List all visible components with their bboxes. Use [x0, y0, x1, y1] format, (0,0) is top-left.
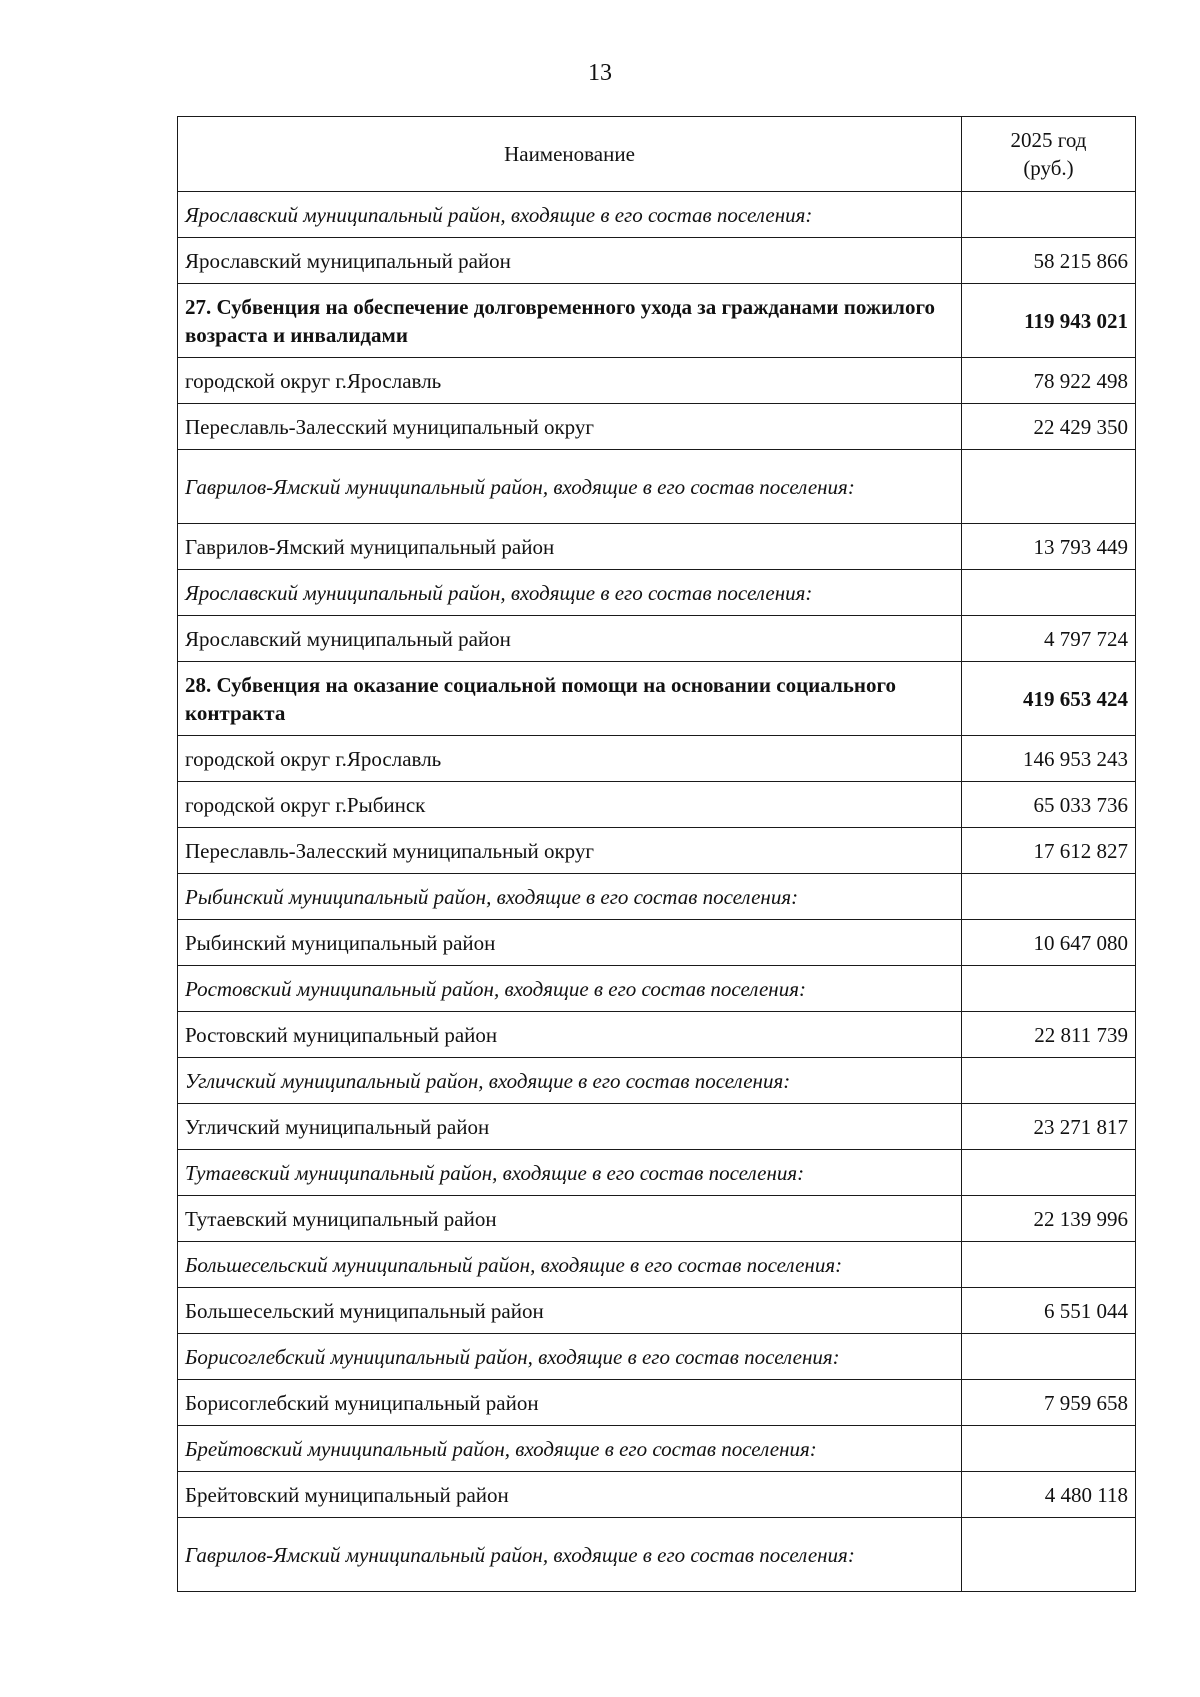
table-row — [178, 404, 1136, 450]
column-header-amount: 2025 год (руб.) — [962, 117, 1136, 192]
row-amount: 119 943 021 — [962, 284, 1136, 358]
row-name: Переславль-Залесский муниципальный округ — [178, 828, 962, 874]
table-row — [178, 828, 1136, 874]
subvention-table — [177, 116, 1136, 1592]
row-amount: 13 793 449 — [962, 524, 1136, 570]
row-amount: 58 215 866 — [962, 238, 1136, 284]
row-amount: 23 271 817 — [962, 1104, 1136, 1150]
row-amount: 6 551 044 — [962, 1288, 1136, 1334]
row-amount: 7 959 658 — [962, 1380, 1136, 1426]
row-amount: 22 811 739 — [962, 1012, 1136, 1058]
row-amount — [962, 1426, 1136, 1472]
row-amount — [962, 570, 1136, 616]
row-amount: 17 612 827 — [962, 828, 1136, 874]
table-row — [178, 874, 1136, 920]
row-name: Переславль-Залесский муниципальный округ — [178, 404, 962, 450]
row-name: Угличский муниципальный район — [178, 1104, 962, 1150]
row-amount — [962, 1518, 1136, 1592]
row-amount: 22 429 350 — [962, 404, 1136, 450]
table-row — [178, 1242, 1136, 1288]
row-name: Тутаевский муниципальный район, входящие в его состав поселения: — [178, 1150, 962, 1196]
row-amount: 4 797 724 — [962, 616, 1136, 662]
table-row — [178, 782, 1136, 828]
row-amount — [962, 192, 1136, 238]
row-amount: 4 480 118 — [962, 1472, 1136, 1518]
row-amount — [962, 1242, 1136, 1288]
row-name: 27. Субвенция на обеспечение долговременного ухода за гражданами пожилого возраста и инвалидами — [178, 284, 962, 358]
row-amount: 419 653 424 — [962, 662, 1136, 736]
table-row — [178, 1058, 1136, 1104]
row-name: Ярославский муниципальный район — [178, 238, 962, 284]
table-row — [178, 1012, 1136, 1058]
row-name: Борисоглебский муниципальный район — [178, 1380, 962, 1426]
row-amount — [962, 1058, 1136, 1104]
table-header-row — [178, 117, 1136, 192]
table-row — [178, 1380, 1136, 1426]
row-amount — [962, 1150, 1136, 1196]
table-row — [178, 1518, 1136, 1592]
row-name: 28. Субвенция на оказание социальной помощи на основании социального контракта — [178, 662, 962, 736]
row-name: Ярославский муниципальный район — [178, 616, 962, 662]
table-row — [178, 238, 1136, 284]
row-name: Брейтовский муниципальный район — [178, 1472, 962, 1518]
row-name: городской округ г.Ярославль — [178, 358, 962, 404]
page-number: 13 — [588, 60, 612, 86]
table-row — [178, 662, 1136, 736]
table-row — [178, 1196, 1136, 1242]
row-amount: 146 953 243 — [962, 736, 1136, 782]
row-amount: 10 647 080 — [962, 920, 1136, 966]
row-amount — [962, 966, 1136, 1012]
row-name: городской округ г.Ярославль — [178, 736, 962, 782]
table-row — [178, 966, 1136, 1012]
row-amount — [962, 450, 1136, 524]
row-amount: 22 139 996 — [962, 1196, 1136, 1242]
row-amount: 78 922 498 — [962, 358, 1136, 404]
row-name: Ярославский муниципальный район, входящие в его состав поселения: — [178, 192, 962, 238]
row-amount — [962, 874, 1136, 920]
row-name: Борисоглебский муниципальный район, входящие в его состав поселения: — [178, 1334, 962, 1380]
table-row — [178, 1288, 1136, 1334]
row-name: Ростовский муниципальный район, входящие в его состав поселения: — [178, 966, 962, 1012]
table-row — [178, 920, 1136, 966]
table-row — [178, 736, 1136, 782]
table-row — [178, 192, 1136, 238]
row-name: Гаврилов-Ямский муниципальный район, входящие в его состав поселения: — [178, 450, 962, 524]
table-row — [178, 616, 1136, 662]
table-row — [178, 450, 1136, 524]
row-name: Большесельский муниципальный район, входящие в его состав поселения: — [178, 1242, 962, 1288]
row-name: Ярославский муниципальный район, входящие в его состав поселения: — [178, 570, 962, 616]
row-amount: 65 033 736 — [962, 782, 1136, 828]
row-name: Рыбинский муниципальный район, входящие в его состав поселения: — [178, 874, 962, 920]
row-name: Ростовский муниципальный район — [178, 1012, 962, 1058]
table-row — [178, 1472, 1136, 1518]
table-row — [178, 1150, 1136, 1196]
row-name: Брейтовский муниципальный район, входящие в его состав поселения: — [178, 1426, 962, 1472]
row-name: Тутаевский муниципальный район — [178, 1196, 962, 1242]
row-name: Гаврилов-Ямский муниципальный район — [178, 524, 962, 570]
row-name: Гаврилов-Ямский муниципальный район, входящие в его состав поселения: — [178, 1518, 962, 1592]
table-row — [178, 284, 1136, 358]
row-name: Большесельский муниципальный район — [178, 1288, 962, 1334]
table-row — [178, 524, 1136, 570]
row-amount — [962, 1334, 1136, 1380]
row-name: Рыбинский муниципальный район — [178, 920, 962, 966]
column-header-name: Наименование — [178, 117, 962, 192]
table-row — [178, 1104, 1136, 1150]
row-name: городской округ г.Рыбинск — [178, 782, 962, 828]
table-row — [178, 570, 1136, 616]
table-row — [178, 1426, 1136, 1472]
table-row — [178, 358, 1136, 404]
row-name: Угличский муниципальный район, входящие в его состав поселения: — [178, 1058, 962, 1104]
table-row — [178, 1334, 1136, 1380]
